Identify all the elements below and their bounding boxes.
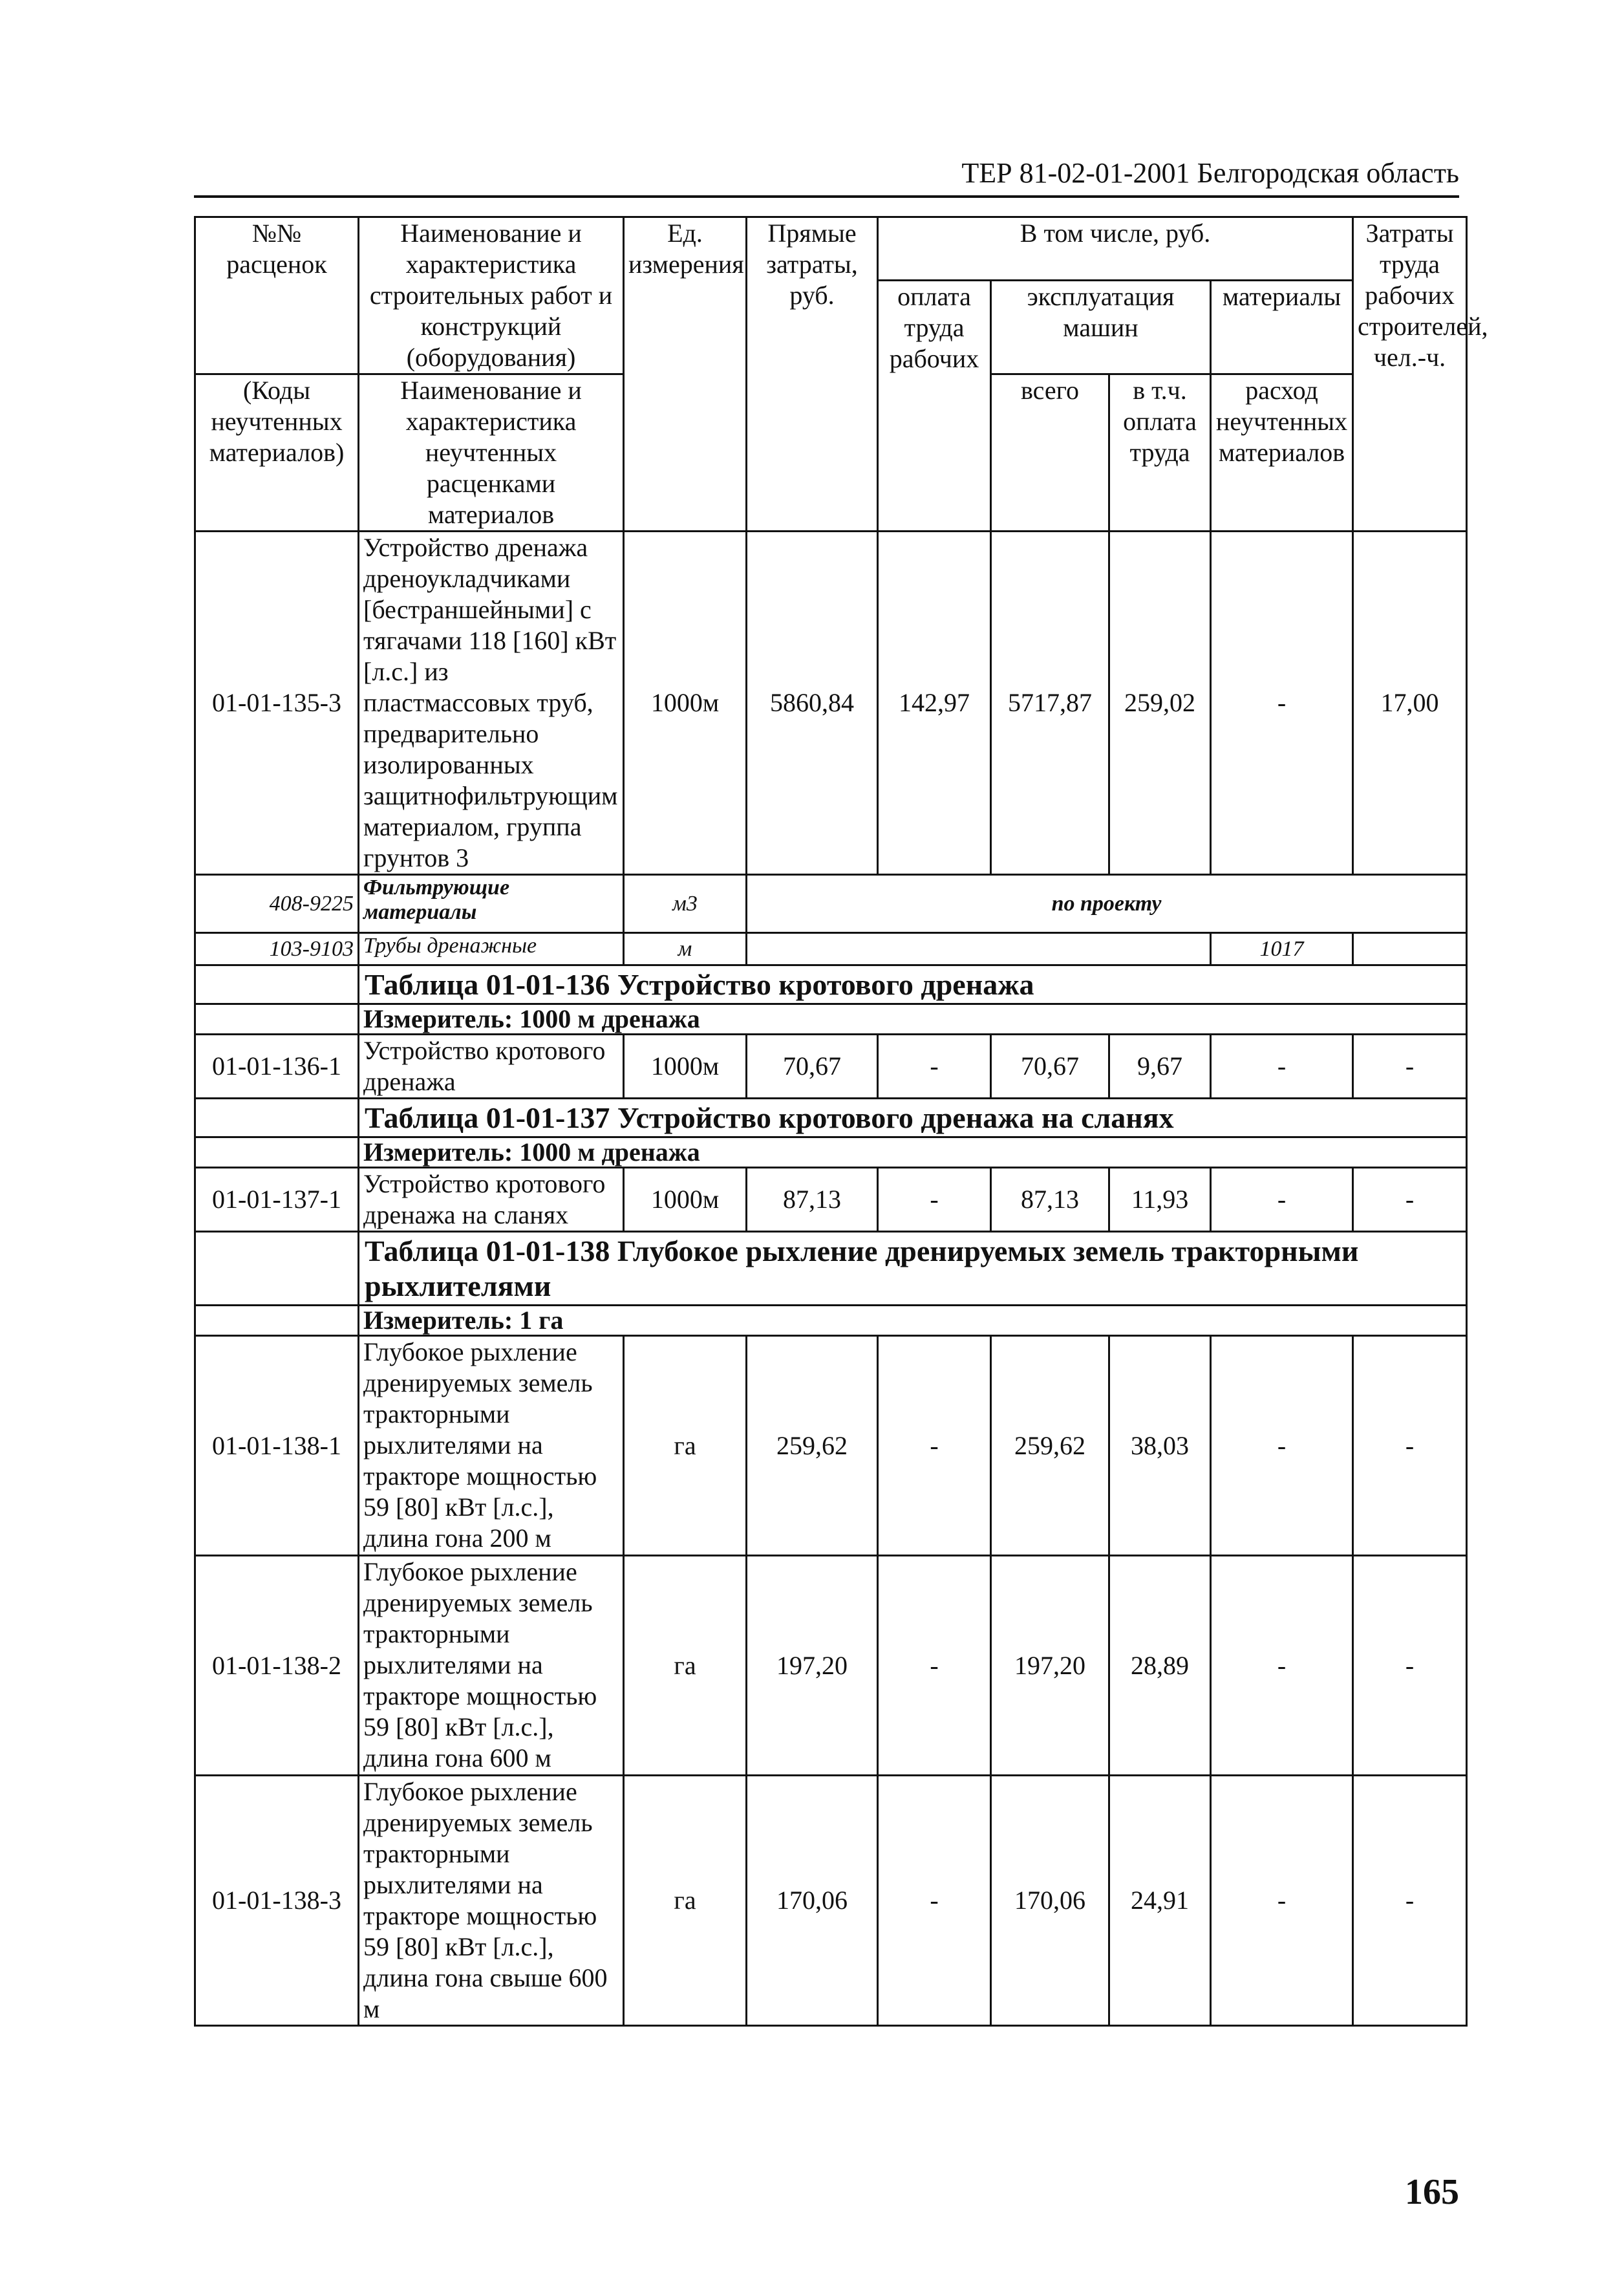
col-wage-header: оплата труда рабочих — [878, 280, 991, 374]
rate-mach-wage: 11,93 — [1109, 1168, 1211, 1232]
table-row — [195, 1168, 1467, 1232]
rate-mat: - — [1211, 1168, 1353, 1232]
table-row — [195, 1035, 1467, 1099]
rate-code: 01-01-137-1 — [195, 1168, 359, 1232]
col-codes-header: (Коды неучтенных материалов) — [195, 374, 359, 532]
col-unit-header: Ед. измерения — [624, 217, 747, 532]
rate-mach: 170,06 — [991, 1776, 1109, 2026]
rate-code: 01-01-136-1 — [195, 1035, 359, 1099]
col-mach-wage-header: в т.ч. оплата труда — [1109, 374, 1211, 532]
rate-mach-wage: 24,91 — [1109, 1776, 1211, 2026]
table-row — [195, 532, 1467, 875]
rate-wage: - — [878, 1776, 991, 2026]
table-meter: Измеритель: 1000 м дренажа — [359, 1004, 1467, 1035]
rate-mach: 5717,87 — [991, 532, 1109, 875]
table-meter: Измеритель: 1000 м дренажа — [359, 1137, 1467, 1168]
material-unit: м3 — [624, 875, 747, 933]
rate-labor: - — [1353, 1336, 1467, 1556]
rate-code: 01-01-138-2 — [195, 1556, 359, 1776]
rate-mach-wage: 28,89 — [1109, 1556, 1211, 1776]
col-num-header: №№ расценок — [195, 217, 359, 281]
material-qty: 1017 — [1211, 933, 1353, 965]
rate-code: 01-01-138-3 — [195, 1776, 359, 2026]
rate-mat: - — [1211, 532, 1353, 875]
rate-code: 01-01-135-3 — [195, 532, 359, 875]
rate-unit: 1000м — [624, 1035, 747, 1099]
rate-wage: - — [878, 1336, 991, 1556]
blank-cell — [195, 1004, 359, 1035]
material-code: 103-9103 — [195, 933, 359, 965]
material-name: Фильтрующие материалы — [359, 875, 624, 933]
col-incl-header: В том числе, руб. — [878, 217, 1353, 281]
rate-wage: 142,97 — [878, 532, 991, 875]
col-name2-header: Наименование и характеристика неучтенных расценками материалов — [359, 374, 624, 532]
rate-labor: - — [1353, 1168, 1467, 1232]
col-name-header: Наименование и характеристика строительных работ и конструкций (оборудования) — [359, 217, 624, 374]
rate-mach: 70,67 — [991, 1035, 1109, 1099]
rate-mat: - — [1211, 1336, 1353, 1556]
rate-labor: - — [1353, 1776, 1467, 2026]
page-header: ТЕР 81-02-01-2001 Белгородская область — [961, 157, 1459, 189]
material-unit: м — [624, 933, 747, 965]
table-title: Таблица 01-01-136 Устройство кротового дренажа — [359, 965, 1467, 1004]
col-wage-spacer — [878, 374, 991, 532]
material-empty — [1353, 933, 1467, 965]
rate-labor: - — [1353, 1035, 1467, 1099]
material-row — [195, 933, 1467, 965]
rate-direct: 170,06 — [747, 1776, 878, 2026]
rate-mach-wage: 9,67 — [1109, 1035, 1211, 1099]
rate-name: Устройство кротового дренажа — [359, 1035, 624, 1099]
material-code: 408-9225 — [195, 875, 359, 933]
table-row — [195, 1776, 1467, 2026]
rate-wage: - — [878, 1168, 991, 1232]
rate-unit: га — [624, 1336, 747, 1556]
rate-mat: - — [1211, 1776, 1353, 2026]
rate-mach: 197,20 — [991, 1556, 1109, 1776]
table-row — [195, 1336, 1467, 1556]
rate-unit: 1000м — [624, 1168, 747, 1232]
blank-cell — [195, 1306, 359, 1336]
blank-cell — [195, 1137, 359, 1168]
rate-unit: 1000м — [624, 532, 747, 875]
rate-name: Глубокое рыхление дренируемых земель тракторными рыхлителями на тракторе мощностью 59 [80] кВт [л.с.], длина гона свыше 600 м — [359, 1776, 624, 2026]
price-table — [194, 216, 1488, 2027]
col-direct-header: Прямые затраты, руб. — [747, 217, 878, 532]
table-meter: Измеритель: 1 га — [359, 1306, 1467, 1336]
rate-direct: 87,13 — [747, 1168, 878, 1232]
material-empty — [747, 933, 1211, 965]
rate-direct: 197,20 — [747, 1556, 878, 1776]
rate-labor: - — [1353, 1556, 1467, 1776]
material-name: Трубы дренажные — [359, 933, 624, 965]
blank-cell — [195, 1232, 359, 1306]
col-mach-total-header: всего — [991, 374, 1109, 532]
table-row — [195, 1556, 1467, 1776]
rate-name: Глубокое рыхление дренируемых земель тракторными рыхлителями на тракторе мощностью 59 [80] кВт [л.с.], длина гона 200 м — [359, 1336, 624, 1556]
rate-wage: - — [878, 1035, 991, 1099]
rate-direct: 5860,84 — [747, 532, 878, 875]
rate-mat: - — [1211, 1035, 1353, 1099]
col-mat-header: материалы — [1211, 280, 1353, 372]
table-title: Таблица 01-01-137 Устройство кротового дренажа на сланях — [359, 1099, 1467, 1137]
rate-direct: 70,67 — [747, 1035, 878, 1099]
table-title: Таблица 01-01-138 Глубокое рыхление дренируемых земель тракторными рыхлителями — [359, 1232, 1467, 1306]
page-number: 165 — [1405, 2172, 1459, 2212]
rate-mach-wage: 38,03 — [1109, 1336, 1211, 1556]
blank-cell — [195, 965, 359, 1004]
col-mach-header: эксплуатация машин — [991, 280, 1211, 372]
col-labor-header: Затраты труда рабочих строителей, чел.-ч. — [1353, 217, 1467, 532]
rate-unit: га — [624, 1776, 747, 2026]
rate-direct: 259,62 — [747, 1336, 878, 1556]
col-mat2-header: расход неучтенных материалов — [1211, 374, 1353, 532]
rate-mach-wage: 259,02 — [1109, 532, 1211, 875]
rate-name: Устройство дренажа дреноукладчиками [бестраншейными] с тягачами 118 [160] кВт [л.с.] из пластмассовых труб, предварительно изолированных защитнофильтрующим материалом, группа грунтов 3 — [359, 532, 624, 875]
rate-mat: - — [1211, 1556, 1353, 1776]
rate-code: 01-01-138-1 — [195, 1336, 359, 1556]
rate-wage: - — [878, 1556, 991, 1776]
col-num-spacer — [195, 280, 359, 372]
rate-mach: 259,62 — [991, 1336, 1109, 1556]
rate-name: Глубокое рыхление дренируемых земель тракторными рыхлителями на тракторе мощностью 59 [80] кВт [л.с.], длина гона 600 м — [359, 1556, 624, 1776]
rate-name: Устройство кротового дренажа на сланях — [359, 1168, 624, 1232]
rate-unit: га — [624, 1556, 747, 1776]
blank-cell — [195, 1099, 359, 1137]
material-row — [195, 875, 1467, 933]
rate-labor: 17,00 — [1353, 532, 1467, 875]
header-rule — [194, 195, 1459, 198]
rate-mach: 87,13 — [991, 1168, 1109, 1232]
material-note: по проекту — [747, 875, 1467, 933]
